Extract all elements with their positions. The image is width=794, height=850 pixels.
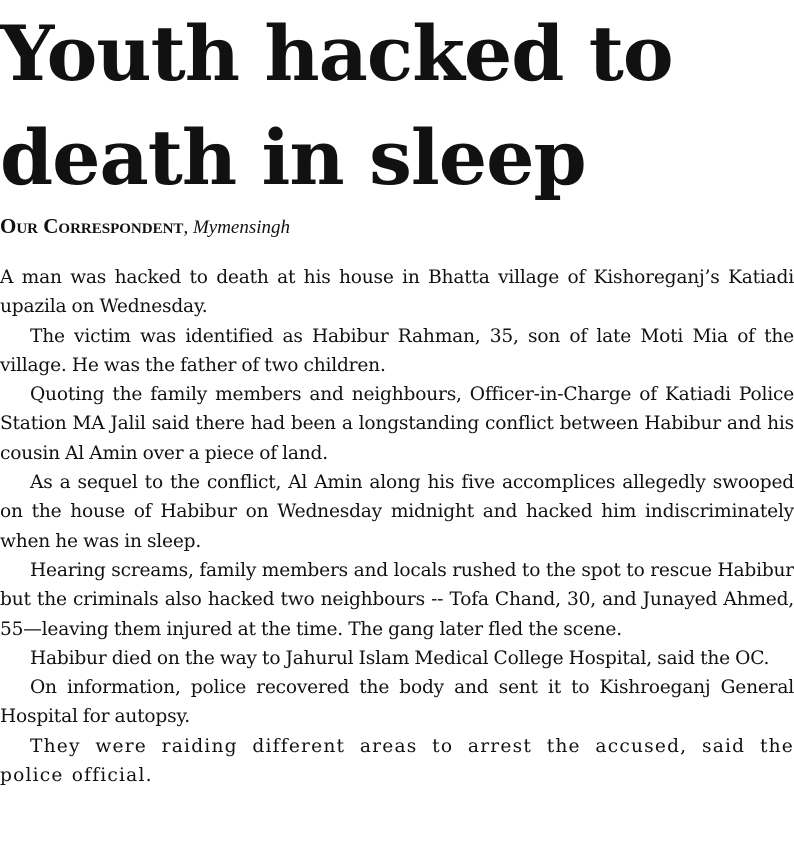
paragraph-5: Hearing screams, family members and locals rushed to the spot to rescue Habibur but the criminals also hacked two neighbours -- Tofa Chand, 30, and Junayed Ahmed, 55—leaving them injured at the time. The gang later fled the scene. <box>0 559 794 640</box>
headline-line-1: Youth hacked to <box>0 9 673 98</box>
byline-location: Mymensingh <box>192 217 291 238</box>
byline-separator: , <box>183 217 193 238</box>
headline <box>0 2 794 210</box>
paragraph-1: A man was hacked to death at his house in Bhatta village of Kishoreganj’s Katiadi upazila on Wednesday. <box>0 267 794 318</box>
paragraph-4: As a sequel to the conflict, Al Amin along his five accomplices allegedly swooped on the house of Habibur on Wednesday midnight and hacked him indiscriminately when he was in sleep. <box>0 472 794 552</box>
paragraph-8: They were raiding different areas to arrest the accused, said the police official. <box>0 735 794 787</box>
byline <box>0 214 290 240</box>
headline-line-2: death in sleep <box>0 113 586 202</box>
paragraph-6: Habibur died on the way to Jahurul Islam Medical College Hospital, said the OC. <box>30 647 770 669</box>
paragraph-2: The victim was identified as Habibur Rahman, 35, son of late Moti Mia of the village. He was the father of two children. <box>0 325 794 376</box>
byline-author: Our Correspondent <box>0 214 184 238</box>
article-body <box>0 263 794 790</box>
paragraph-7: On information, police recovered the body and sent it to Kishroeganj General Hospital for autopsy. <box>0 677 794 728</box>
paragraph-3: Quoting the family members and neighbours, Officer-in-Charge of Katiadi Police Station MA Jalil said there had been a longstanding conflict between Habibur and his cousin Al Amin over a piece of land. <box>0 384 794 464</box>
